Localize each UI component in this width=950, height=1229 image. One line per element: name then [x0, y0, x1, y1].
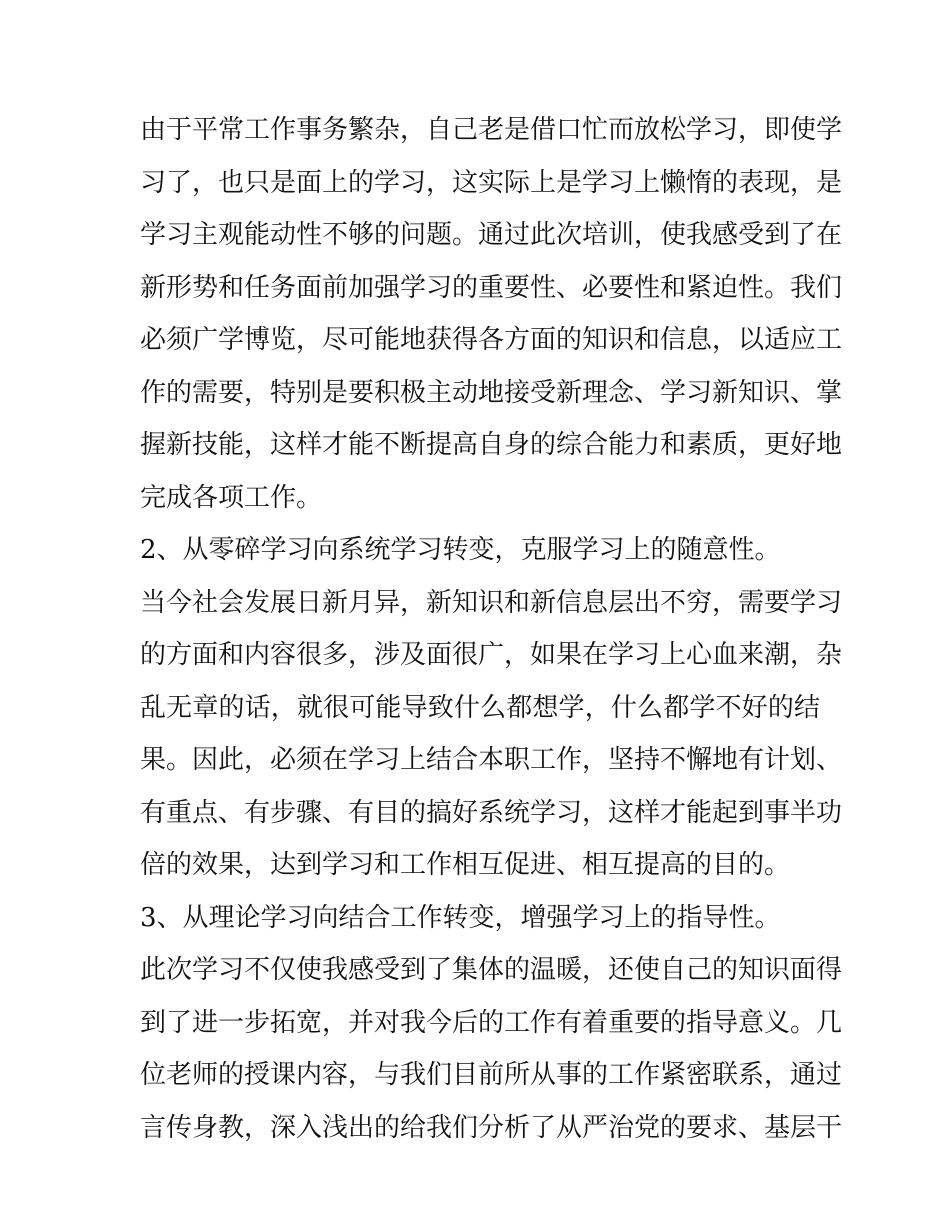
text-line: 乱无章的话，就很可能导致什么都想学，什么都学不好的结	[140, 692, 820, 723]
text-line: 的方面和内容很多，涉及面很广，如果在学习上心血来潮，杂	[140, 640, 843, 670]
text-line: 到了进一步拓宽，并对我今后的工作有着重要的指导意义。几	[140, 1007, 843, 1038]
body-text	[140, 104, 843, 1154]
text-line: 习了，也只是面上的学习，这实际上是学习上懒惰的表现，是	[140, 167, 843, 198]
text-line: 言传身教，深入浅出的给我们分析了从严治党的要求、基层干	[140, 1112, 843, 1143]
text-line: 此次学习不仅使我感受到了集体的温暖，还使自己的知识面得	[140, 955, 843, 985]
text-line: 果。因此，必须在学习上结合本职工作，坚持不懈地有计划、	[140, 745, 843, 775]
section-heading: 2、从零碎学习向系统学习转变，克服学习上的随意性。	[140, 535, 781, 565]
text-line: 完成各项工作。	[140, 482, 323, 513]
text-line: 倍的效果，达到学习和工作相互促进、相互提高的目的。	[140, 850, 791, 880]
text-line: 新形势和任务面前加强学习的重要性、必要性和紧迫性。我们	[140, 272, 843, 303]
section-heading: 3、从理论学习向结合工作转变，增强学习上的指导性。	[140, 902, 781, 933]
text-line: 学习主观能动性不够的问题。通过此次培训，使我感受到了在	[140, 220, 843, 250]
text-line: 位老师的授课内容，与我们目前所从事的工作紧密联系，通过	[140, 1060, 843, 1090]
text-line: 握新技能，这样才能不断提高自身的综合能力和素质，更好地	[140, 430, 843, 460]
text-line: 必须广学博览，尽可能地获得各方面的知识和信息，以适应工	[140, 325, 843, 355]
text-line: 当今社会发展日新月异，新知识和新信息层出不穷，需要学习	[140, 587, 843, 618]
text-line: 有重点、有步骤、有目的搞好系统学习，这样才能起到事半功	[140, 797, 843, 828]
text-line: 作的需要，特别是要积极主动地接受新理念、学习新知识、掌	[140, 377, 843, 408]
text-line: 由于平常工作事务繁杂，自己老是借口忙而放松学习，即使学	[140, 115, 843, 145]
